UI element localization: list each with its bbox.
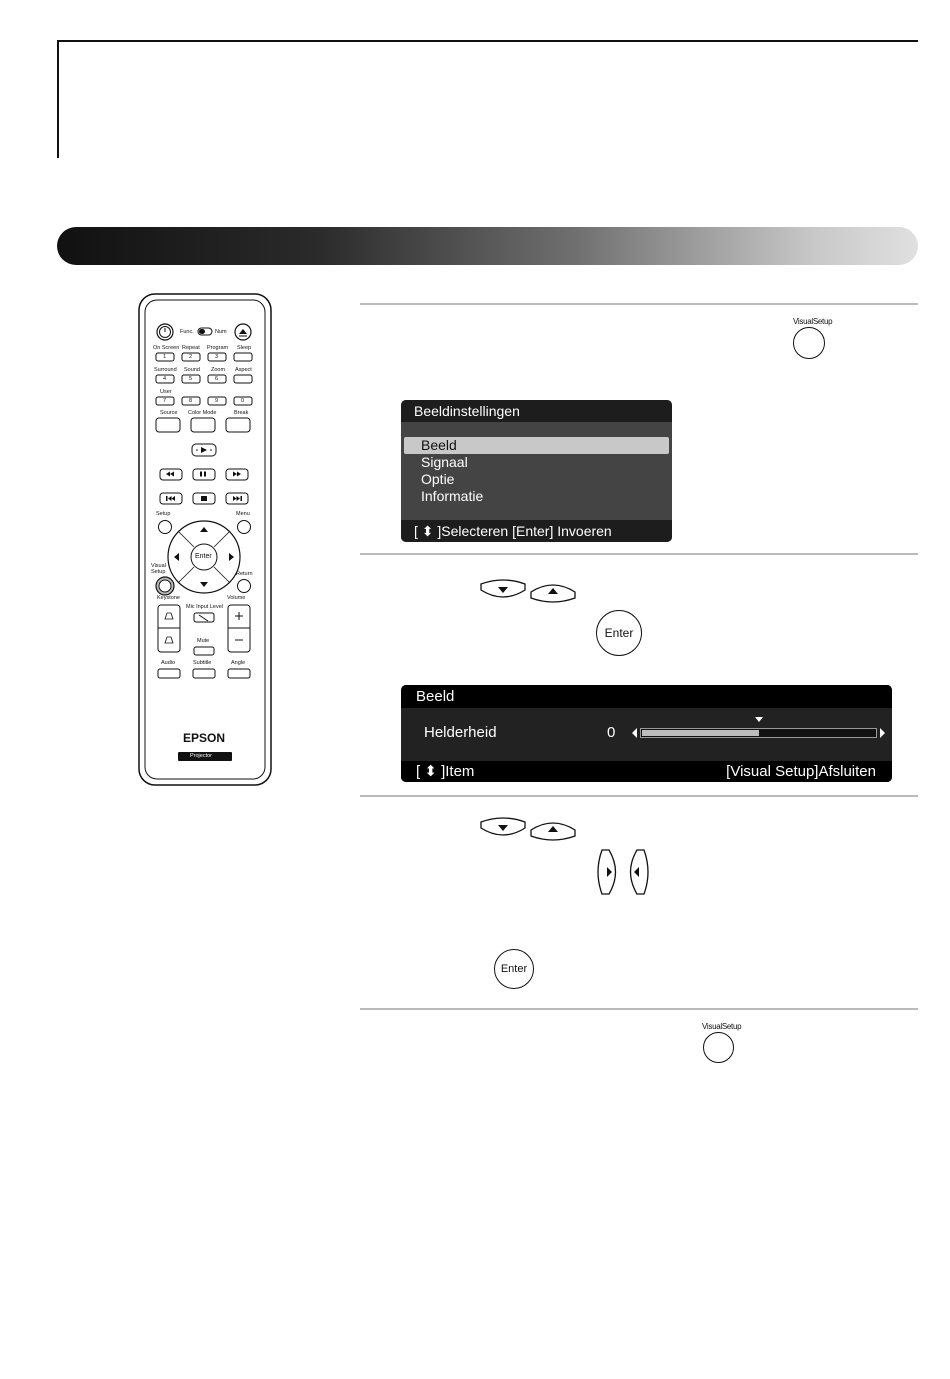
osd-adjust-title: Beeld	[401, 685, 892, 708]
num-1: 1	[163, 354, 167, 360]
user-label: User	[160, 389, 172, 395]
return-label: Return	[236, 571, 253, 577]
volume-label: Volume	[227, 595, 246, 601]
osd-menu-footer: [ ⬍ ]Selecteren [Enter] Invoeren	[401, 520, 672, 542]
setting-slider[interactable]	[640, 728, 877, 738]
visual-setup-button-label: VisualSetup	[793, 317, 833, 326]
section-bar	[57, 227, 918, 265]
osd-adjust-panel	[401, 685, 892, 782]
step-1-divider	[360, 303, 918, 305]
visual-setup-button-label-2: VisualSetup	[702, 1022, 742, 1031]
visual-setup-label: Setup	[151, 569, 166, 575]
num-4: 4	[163, 376, 167, 382]
osd-adjust-footer	[401, 761, 892, 782]
on-screen-label: On Screen	[153, 345, 180, 351]
osd-menu-item-signaal[interactable]: Signaal	[421, 454, 468, 470]
slider-default-marker	[755, 717, 763, 722]
header-side-rule	[57, 40, 59, 158]
num-5: 5	[189, 376, 193, 382]
enter-label: Enter	[195, 553, 212, 560]
osd-menu-item-beeld[interactable]: Beeld	[421, 437, 457, 453]
num-8: 8	[189, 398, 193, 404]
num-9: 9	[215, 398, 219, 404]
num-2: 2	[189, 354, 193, 360]
break-label: Break	[234, 410, 249, 416]
slider-left-arrow-icon[interactable]	[632, 728, 637, 738]
visual-setup-button-2[interactable]	[703, 1032, 734, 1063]
footer-item-hint: [ ⬍ ]Item	[416, 763, 475, 780]
aspect-label: Aspect	[235, 367, 252, 373]
right-left-buttons-icon[interactable]	[596, 848, 650, 896]
step-2-divider	[360, 553, 918, 555]
slider-right-arrow-icon[interactable]	[880, 728, 885, 738]
down-up-buttons-icon-2[interactable]	[479, 816, 579, 842]
surround-label: Surround	[154, 367, 177, 373]
visual-setup-button[interactable]	[793, 327, 825, 359]
source-label: Source	[160, 410, 178, 416]
num-6: 6	[215, 376, 219, 382]
repeat-label: Repeat	[182, 345, 200, 351]
footer-exit-hint: [Visual Setup]Afsluiten	[726, 763, 876, 780]
setting-value: 0	[607, 724, 616, 741]
brand-logo: EPSON	[183, 731, 226, 745]
enter-button-2[interactable]: Enter	[494, 949, 534, 989]
num-label: Num	[215, 329, 227, 335]
osd-menu-item-informatie[interactable]: Informatie	[421, 488, 484, 504]
enter-button[interactable]: Enter	[596, 610, 642, 656]
step-3-divider	[360, 795, 918, 797]
osd-menu-title: Beeldinstellingen	[401, 400, 672, 422]
setup-label: Setup	[156, 511, 171, 517]
zoom-label: Zoom	[211, 367, 226, 373]
header-rule	[57, 40, 918, 42]
down-up-buttons-icon[interactable]	[479, 578, 579, 604]
subtitle-label: Subtitle	[193, 660, 212, 666]
num-0: 0	[241, 398, 245, 404]
mute-label: Mute	[197, 638, 210, 644]
audio-label: Audio	[161, 660, 176, 666]
sleep-label: Sleep	[237, 345, 252, 351]
num-3: 3	[215, 354, 219, 360]
mic-input-label: Mic Input Level	[186, 604, 223, 610]
keystone-label: Keystone	[157, 595, 180, 601]
angle-label: Angle	[231, 660, 246, 666]
projector-label: Projector	[190, 753, 213, 759]
osd-settings-menu	[401, 400, 672, 542]
menu-label: Menu	[236, 511, 250, 517]
remote-control	[138, 293, 272, 786]
osd-menu-item-optie[interactable]: Optie	[421, 471, 455, 487]
slider-fill	[642, 730, 759, 736]
color-mode-label: Color Mode	[188, 410, 217, 416]
program-label: Program	[207, 345, 229, 351]
sound-label: Sound	[184, 367, 200, 373]
func-label: Func.	[180, 329, 194, 335]
num-7: 7	[163, 398, 167, 404]
visual-label: Visual	[151, 563, 166, 569]
setting-label: Helderheid	[424, 724, 497, 741]
step-4-divider	[360, 1008, 918, 1010]
